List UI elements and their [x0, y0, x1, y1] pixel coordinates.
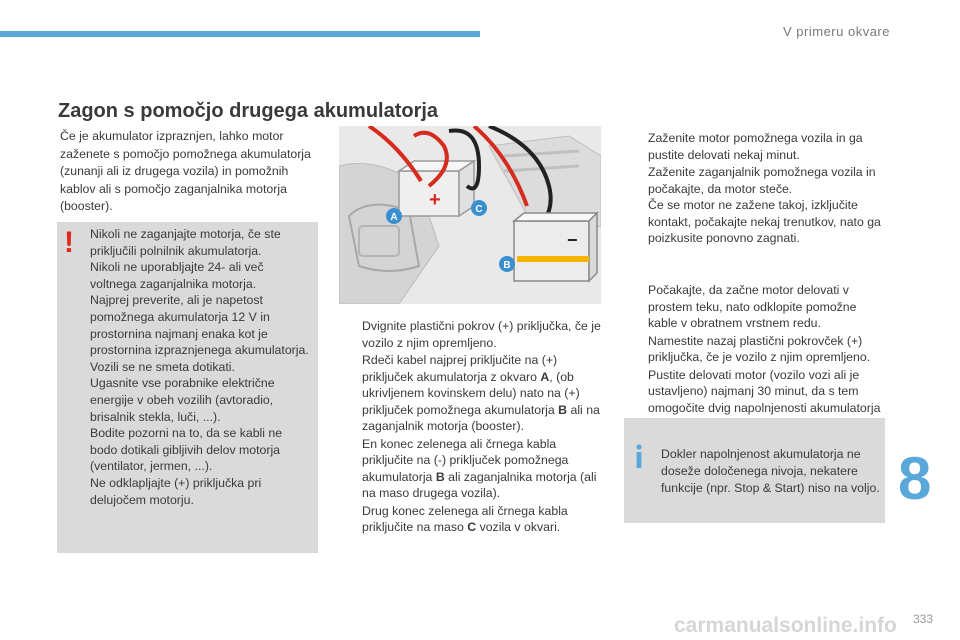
watermark: carmanualsonline.info [674, 614, 897, 637]
list-item: En konec zelenega ali črnega kabla priključite na (-) priključek pomožnega akumulatorja B ali zaganjalnika motorja (ali na maso drugega vozila). [362, 436, 597, 500]
top-accent-bar [0, 31, 480, 37]
list-item: Rdeči kabel najprej priključite na (+) priključek akumulatorja z okvaro A, (ob ukrivljenem kovinskem delu) nato na (+) priključek pomožnega akumulatorja B ali na zaganjalnik motorja (booster). [362, 353, 600, 433]
chapter-number: 8 [898, 445, 932, 512]
start-steps [626, 130, 888, 248]
warning-text: Nikoli ne zaganjajte motorja, če ste priključili polnilnik akumulatorja. Nikoli ne uporabljajte 24- ali več voltnega zaganjalnika motorja. Najprej preverite, ali je napetost pomožnega akumulatorja 12 V in prostornina najmanj enaka kot je prostornina izpraznjenega akumulatorja. Vozili se ne smeta dotikati. Ugasnite vse porabnike električne energije v obeh vozilih (avtoradio, brisalnik stekla, luči, ...). Bodite pozorni na to, da se kabli ne bodo dotikali gibljivih delov motorja (ventilator, jermen, ...). Ne odklapljajte (+) priključka pri delujočem motorju. [90, 227, 309, 507]
list-item: Drug konec zelenega ali črnega kabla priključite na maso C vozila v okvari. [362, 503, 568, 534]
section-header: V primeru okvare [783, 24, 890, 39]
info-box [624, 418, 885, 523]
label-b: B [503, 260, 511, 271]
connection-steps [340, 318, 602, 537]
list-item: Počakajte, da začne motor delovati v prostem teku, nato odklopite pomožne kable v obratnem vrstnem redu. [648, 283, 857, 330]
label-a: A [390, 212, 398, 223]
list-item: Pustite delovati motor (vozilo vozi ali je ustavljeno) najmanj 30 minut, da s tem omogočite dvig napolnjenosti akumulatorja [648, 367, 881, 415]
disconnect-steps [626, 282, 888, 434]
list-item: Zaženite motor pomožnega vozila in ga pustite delovati nekaj minut. [648, 131, 863, 162]
intro-paragraph: Če je akumulator izpraznjen, lahko motor zaženete s pomočjo pomožnega akumulatorja (zunanji ali iz drugega vozila) in pomožnih kablov ali s pomočjo zaganjalnika motorja (booster). [60, 129, 311, 213]
plus-sign-a: + [429, 189, 441, 211]
page-title: Zagon s pomočjo drugega akumulatorja [58, 100, 439, 122]
engine-bay-illustration [339, 126, 601, 304]
info-icon [634, 444, 644, 468]
warning-box [57, 222, 318, 553]
exclamation-icon: ! [64, 226, 74, 259]
page-number: 333 [913, 612, 934, 626]
list-item: Namestite nazaj plastični pokrovček (+) priključka, če je vozilo z njim opremljeno. [648, 333, 871, 364]
minus-sign-b: − [567, 230, 578, 250]
info-text: Dokler napolnjenost akumulatorja ne doseže določenega nivoja, nekatere funkcije (npr. Stop & Start) niso na voljo. [661, 447, 880, 495]
jump-start-figure [339, 126, 601, 304]
label-c: C [475, 204, 483, 215]
list-item: Dvignite plastični pokrov (+) priključka, če je vozilo z njim opremljeno. [362, 319, 601, 350]
list-item: Zaženite zaganjalnik pomožnega vozila in počakajte, da motor steče. Če se motor ne zažene takoj, izključite kontakt, počakajte nekaj trenutkov, nato ga poizkusite ponovno zagnati. [648, 165, 881, 245]
